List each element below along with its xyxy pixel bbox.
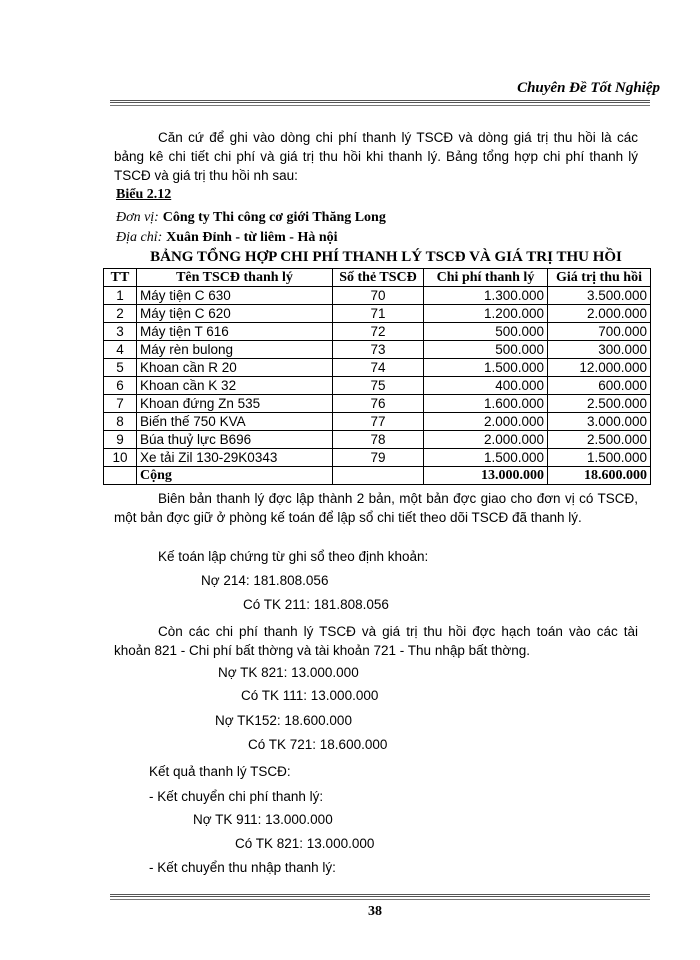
table-cell: 1.300.000 xyxy=(424,287,548,305)
page-header-title: Chuyên Đề Tốt Nghiệp xyxy=(517,80,660,96)
accountant-line: Kế toán lập chứng từ ghi sổ theo định khoản: xyxy=(158,549,429,564)
footer-divider xyxy=(110,894,650,900)
transfer-income-line: - Kết chuyển thu nhập thanh lý: xyxy=(149,860,336,875)
table-cell: Máy rèn bulong xyxy=(137,341,333,359)
table-cell: Khoan cần R 20 xyxy=(137,359,333,377)
total-label: Cộng xyxy=(137,467,333,485)
table-cell: 79 xyxy=(333,449,424,467)
table-cell: 2 xyxy=(104,305,137,323)
table-cell: 76 xyxy=(333,395,424,413)
table-cell: 2.000.000 xyxy=(424,431,548,449)
table-cell: 10 xyxy=(104,449,137,467)
result-line: Kết quả thanh lý TSCĐ: xyxy=(149,764,291,779)
org-unit-label: Đơn vị: xyxy=(116,210,159,225)
table-cell: 75 xyxy=(333,377,424,395)
table-cell: Máy tiện C 620 xyxy=(137,305,333,323)
table-row xyxy=(104,431,651,449)
table-cell: 1.200.000 xyxy=(424,305,548,323)
table-header-row xyxy=(104,269,651,287)
table-cell: 1.600.000 xyxy=(424,395,548,413)
table-cell: 1.500.000 xyxy=(548,449,651,467)
table-cell: 72 xyxy=(333,323,424,341)
table-cell xyxy=(104,467,137,485)
table-cell: 8 xyxy=(104,413,137,431)
entry-3-debit: Nợ TK152: 18.600.000 xyxy=(215,713,352,728)
table-row xyxy=(104,323,651,341)
table-cell: 70 xyxy=(333,287,424,305)
table-cell: 500.000 xyxy=(424,341,548,359)
entry-3-credit: Có TK 721: 18.600.000 xyxy=(248,737,388,752)
header-cell: Số thẻ TSCĐ xyxy=(333,269,424,287)
table-cell: 3.500.000 xyxy=(548,287,651,305)
table-cell: 500.000 xyxy=(424,323,548,341)
header-cell: TT xyxy=(104,269,137,287)
table-cell: 3.000.000 xyxy=(548,413,651,431)
table-cell: Khoan cần K 32 xyxy=(137,377,333,395)
total-recovered: 18.600.000 xyxy=(548,467,651,485)
header-cell: Chi phí thanh lý xyxy=(424,269,548,287)
table-cell: 7 xyxy=(104,395,137,413)
entry-1-credit: Có TK 211: 181.808.056 xyxy=(243,597,389,612)
table-cell: 71 xyxy=(333,305,424,323)
table-row xyxy=(104,395,651,413)
paragraph-minutes: Biên bản thanh lý đợc lập thành 2 bản, một bản đợc giao cho đơn vị có TSCĐ, một bản đợc giữ ở phòng kế toán để lập sổ chi tiết theo dõi TSCĐ đã thanh lý. xyxy=(114,491,638,525)
table-row xyxy=(104,287,651,305)
table-title: BẢNG TỔNG HỢP CHI PHÍ THANH LÝ TSCĐ VÀ GIÁ TRỊ THU HỒI xyxy=(150,249,622,265)
table-cell: 2.000.000 xyxy=(424,413,548,431)
org-unit xyxy=(116,208,386,226)
table-cell: 5 xyxy=(104,359,137,377)
table-cell: 2.000.000 xyxy=(548,305,651,323)
table-cell: 78 xyxy=(333,431,424,449)
table-cell: 1.500.000 xyxy=(424,359,548,377)
paragraph-accounts: Còn các chi phí thanh lý TSCĐ và giá trị thu hồi đợc hạch toán vào các tài khoản 821 - Chi phí bất thờng và tài khoản 721 - Thu nhập bất thờng. xyxy=(114,624,638,658)
intro-paragraph: Căn cứ để ghi vào dòng chi phí thanh lý TSCĐ và dòng giá trị thu hồi là các bảng kê chi tiết chi phí và giá trị thu hồi khi thanh lý. Bảng tổng hợp chi phí thanh lý TSCĐ và giá trị thu hồi nh sau: xyxy=(114,130,638,183)
table-cell: Xe tải Zil 130-29K0343 xyxy=(137,449,333,467)
table-cell: Búa thuỷ lực B696 xyxy=(137,431,333,449)
table-cell: 300.000 xyxy=(548,341,651,359)
header-divider xyxy=(110,100,650,106)
table-row xyxy=(104,413,651,431)
header-cell: Tên TSCĐ thanh lý xyxy=(137,269,333,287)
org-address-label: Địa chỉ: xyxy=(116,230,163,245)
table-row xyxy=(104,359,651,377)
entry-2-debit: Nợ TK 821: 13.000.000 xyxy=(218,665,359,680)
asset-liquidation-table xyxy=(103,268,651,485)
entry-1-debit: Nợ 214: 181.808.056 xyxy=(201,573,329,588)
table-cell: Biến thế 750 KVA xyxy=(137,413,333,431)
table-cell: 1.500.000 xyxy=(424,449,548,467)
table-cell: 400.000 xyxy=(424,377,548,395)
entry-4-debit: Nợ TK 911: 13.000.000 xyxy=(193,812,333,827)
table-cell: Khoan đứng Zn 535 xyxy=(137,395,333,413)
table-total-row xyxy=(104,467,651,485)
table-cell: 77 xyxy=(333,413,424,431)
entry-4-credit: Có TK 821: 13.000.000 xyxy=(235,836,375,851)
table-row xyxy=(104,341,651,359)
table-row xyxy=(104,377,651,395)
transfer-cost-line: - Kết chuyển chi phí thanh lý: xyxy=(149,789,324,804)
table-cell: 12.000.000 xyxy=(548,359,651,377)
page-number: 38 xyxy=(368,904,382,919)
table-cell: Máy tiện C 630 xyxy=(137,287,333,305)
table-cell: 700.000 xyxy=(548,323,651,341)
table-row xyxy=(104,449,651,467)
table-cell: Máy tiện T 616 xyxy=(137,323,333,341)
entry-2-credit: Có TK 111: 13.000.000 xyxy=(241,688,379,703)
total-cost: 13.000.000 xyxy=(424,467,548,485)
table-row xyxy=(104,305,651,323)
table-cell: 600.000 xyxy=(548,377,651,395)
table-cell: 73 xyxy=(333,341,424,359)
table-cell: 1 xyxy=(104,287,137,305)
table-cell: 2.500.000 xyxy=(548,431,651,449)
table-cell: 2.500.000 xyxy=(548,395,651,413)
table-cell: 3 xyxy=(104,323,137,341)
table-cell: 9 xyxy=(104,431,137,449)
table-cell: 6 xyxy=(104,377,137,395)
table-cell: 4 xyxy=(104,341,137,359)
table-cell: 74 xyxy=(333,359,424,377)
org-address-value: Xuân Đỉnh - từ liêm - Hà nội xyxy=(166,230,338,245)
table-cell xyxy=(333,467,424,485)
org-unit-value: Công ty Thi công cơ giới Thăng Long xyxy=(162,210,386,225)
header-cell: Giá trị thu hồi xyxy=(548,269,651,287)
form-label: Biểu 2.12 xyxy=(116,187,172,202)
org-address xyxy=(116,228,338,246)
